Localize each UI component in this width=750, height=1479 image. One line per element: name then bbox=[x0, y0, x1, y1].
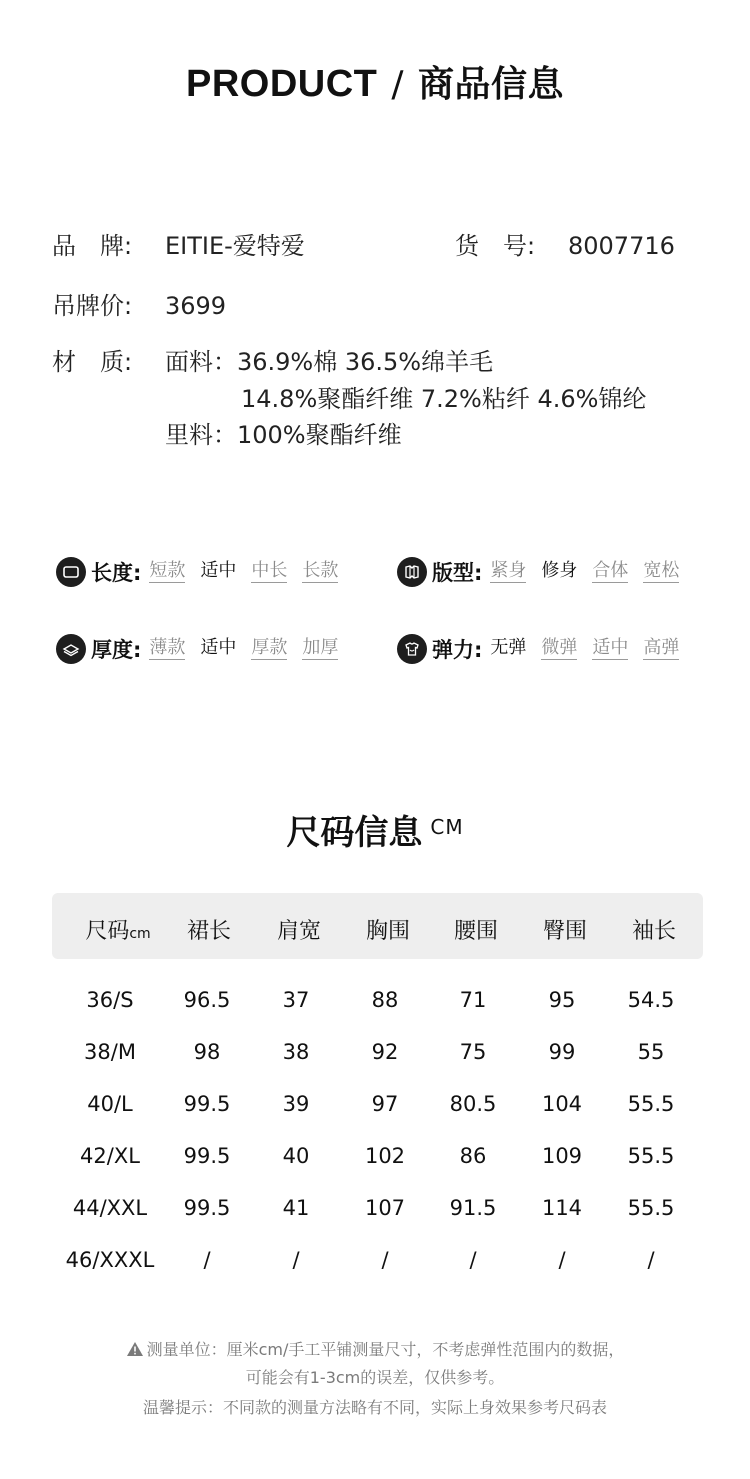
elasticity-option-slight: 微弹 bbox=[541, 637, 578, 658]
header-size-text: 尺码 bbox=[85, 919, 130, 944]
title-en: PRODUCT bbox=[185, 63, 378, 105]
page-title bbox=[0, 56, 750, 107]
fit-option-loose: 宽松 bbox=[643, 560, 680, 581]
size-value-cell: 88 bbox=[371, 988, 399, 1012]
size-value-cell: 107 bbox=[364, 1196, 406, 1220]
size-value-cell: 95 bbox=[548, 988, 576, 1012]
size-value-cell: 37 bbox=[282, 988, 310, 1012]
thickness-option-medium: 适中 bbox=[200, 637, 237, 658]
size-value-cell: 96.5 bbox=[183, 988, 231, 1012]
size-value-cell: 104 bbox=[541, 1092, 583, 1116]
size-value-cell: 55 bbox=[637, 1040, 665, 1064]
fit-option-tight: 紧身 bbox=[490, 560, 527, 581]
elasticity-option-medium: 适中 bbox=[592, 637, 629, 658]
note-line-1-text: 测量单位：厘米cm/手工平铺测量尺寸，不考虑弹性范围内的数据， bbox=[146, 1340, 625, 1359]
fit-option-slim: 修身 bbox=[541, 560, 578, 581]
size-value-cell: 86 bbox=[459, 1144, 487, 1168]
length-option-short: 短款 bbox=[149, 560, 186, 581]
size-value-cell: 99.5 bbox=[183, 1196, 231, 1220]
size-value-cell: 75 bbox=[459, 1040, 487, 1064]
price-row bbox=[52, 286, 226, 321]
material-label: 材 质: bbox=[52, 348, 133, 376]
size-title-unit: CM bbox=[430, 815, 464, 839]
attr-fit-name: 版型: bbox=[432, 561, 483, 585]
attr-fit bbox=[397, 555, 694, 589]
thickness-icon bbox=[56, 634, 86, 664]
header-hip: 臀围 bbox=[542, 919, 588, 944]
size-value-cell: 71 bbox=[459, 988, 487, 1012]
code-value: 8007716 bbox=[568, 232, 675, 260]
note-line-3: 温馨提示：不同款的测量方法略有不同，实际上身效果参考尺码表 bbox=[142, 1398, 607, 1417]
size-value-cell: / bbox=[558, 1248, 566, 1272]
size-label-cell: 36/S bbox=[86, 988, 134, 1012]
size-label-cell: 46/XXXL bbox=[65, 1248, 155, 1272]
elasticity-option-high: 高弹 bbox=[643, 637, 680, 658]
size-value-cell: 91.5 bbox=[449, 1196, 497, 1220]
header-chest: 胸围 bbox=[365, 919, 411, 944]
warning-icon bbox=[126, 1341, 144, 1357]
size-value-cell: 99.5 bbox=[183, 1092, 231, 1116]
price-label: 吊牌价: bbox=[52, 292, 133, 320]
elasticity-icon bbox=[397, 634, 427, 664]
title-cn: 商品信息 bbox=[418, 64, 565, 105]
size-value-cell: / bbox=[203, 1248, 211, 1272]
thickness-option-thin: 薄款 bbox=[149, 637, 186, 658]
size-value-cell: 40 bbox=[282, 1144, 310, 1168]
header-size-unit: cm bbox=[129, 926, 151, 942]
thickness-option-thick: 厚款 bbox=[251, 637, 288, 658]
note-line-1 bbox=[0, 1337, 750, 1360]
attr-length-name: 长度: bbox=[91, 561, 142, 585]
length-option-medium: 适中 bbox=[200, 560, 237, 581]
material-line-1: 面料：36.9%棉 36.5%绵羊毛 bbox=[165, 348, 494, 376]
brand-label: 品 牌: bbox=[52, 232, 133, 260]
header-sleeve: 袖长 bbox=[631, 919, 677, 944]
brand-value: EITIE-爱特爱 bbox=[165, 232, 305, 260]
attr-elasticity bbox=[397, 632, 694, 666]
size-label-cell: 42/XL bbox=[80, 1144, 140, 1168]
size-value-cell: / bbox=[381, 1248, 389, 1272]
material-row bbox=[52, 342, 165, 377]
size-value-cell: 54.5 bbox=[627, 988, 675, 1012]
note-line-2: 可能会有1-3cm的误差，仅供参考。 bbox=[245, 1368, 505, 1387]
material-line-3: 里料：100%聚酯纤维 bbox=[165, 421, 402, 449]
size-value-cell: 114 bbox=[541, 1196, 583, 1220]
size-value-cell: 55.5 bbox=[627, 1092, 675, 1116]
size-value-cell: 102 bbox=[364, 1144, 406, 1168]
attr-thickness bbox=[56, 632, 353, 666]
header-waist: 腰围 bbox=[453, 919, 499, 944]
length-option-long: 长款 bbox=[302, 560, 339, 581]
size-value-cell: 55.5 bbox=[627, 1144, 675, 1168]
price-value: 3699 bbox=[165, 292, 227, 320]
size-value-cell: 80.5 bbox=[449, 1092, 497, 1116]
size-value-cell: 92 bbox=[371, 1040, 399, 1064]
size-value-cell: 55.5 bbox=[627, 1196, 675, 1220]
code-label: 货 号: bbox=[455, 232, 536, 260]
size-label-cell: 44/XXL bbox=[72, 1196, 148, 1220]
attr-length bbox=[56, 555, 353, 589]
size-value-cell: 109 bbox=[541, 1144, 583, 1168]
length-icon bbox=[56, 557, 86, 587]
elasticity-option-none: 无弹 bbox=[490, 637, 527, 658]
size-title-text: 尺码信息 bbox=[286, 813, 423, 853]
brand-row bbox=[52, 226, 305, 261]
size-value-cell: / bbox=[647, 1248, 655, 1272]
size-value-cell: 41 bbox=[282, 1196, 310, 1220]
size-value-cell: 99.5 bbox=[183, 1144, 231, 1168]
size-value-cell: 38 bbox=[282, 1040, 310, 1064]
size-value-cell: 99 bbox=[548, 1040, 576, 1064]
size-label-cell: 38/M bbox=[84, 1040, 136, 1064]
size-value-cell: / bbox=[469, 1248, 477, 1272]
header-shoulder: 肩宽 bbox=[276, 919, 322, 944]
material-line-2: 14.8%聚酯纤维 7.2%粘纤 4.6%锦纶 bbox=[241, 385, 647, 413]
code-row bbox=[455, 226, 675, 261]
title-separator: / bbox=[391, 64, 404, 105]
size-value-cell: / bbox=[292, 1248, 300, 1272]
size-value-cell: 98 bbox=[193, 1040, 221, 1064]
size-value-cell: 39 bbox=[282, 1092, 310, 1116]
length-option-midlong: 中长 bbox=[251, 560, 288, 581]
size-label-cell: 40/L bbox=[87, 1092, 133, 1116]
size-info-title bbox=[0, 805, 750, 854]
thickness-option-extra: 加厚 bbox=[302, 637, 339, 658]
header-size bbox=[85, 914, 150, 945]
attr-thickness-name: 厚度: bbox=[91, 638, 142, 662]
header-length: 裙长 bbox=[186, 919, 232, 944]
attr-elasticity-name: 弹力: bbox=[432, 638, 483, 662]
size-value-cell: 97 bbox=[371, 1092, 399, 1116]
fit-icon bbox=[397, 557, 427, 587]
fit-option-regular: 合体 bbox=[592, 560, 629, 581]
